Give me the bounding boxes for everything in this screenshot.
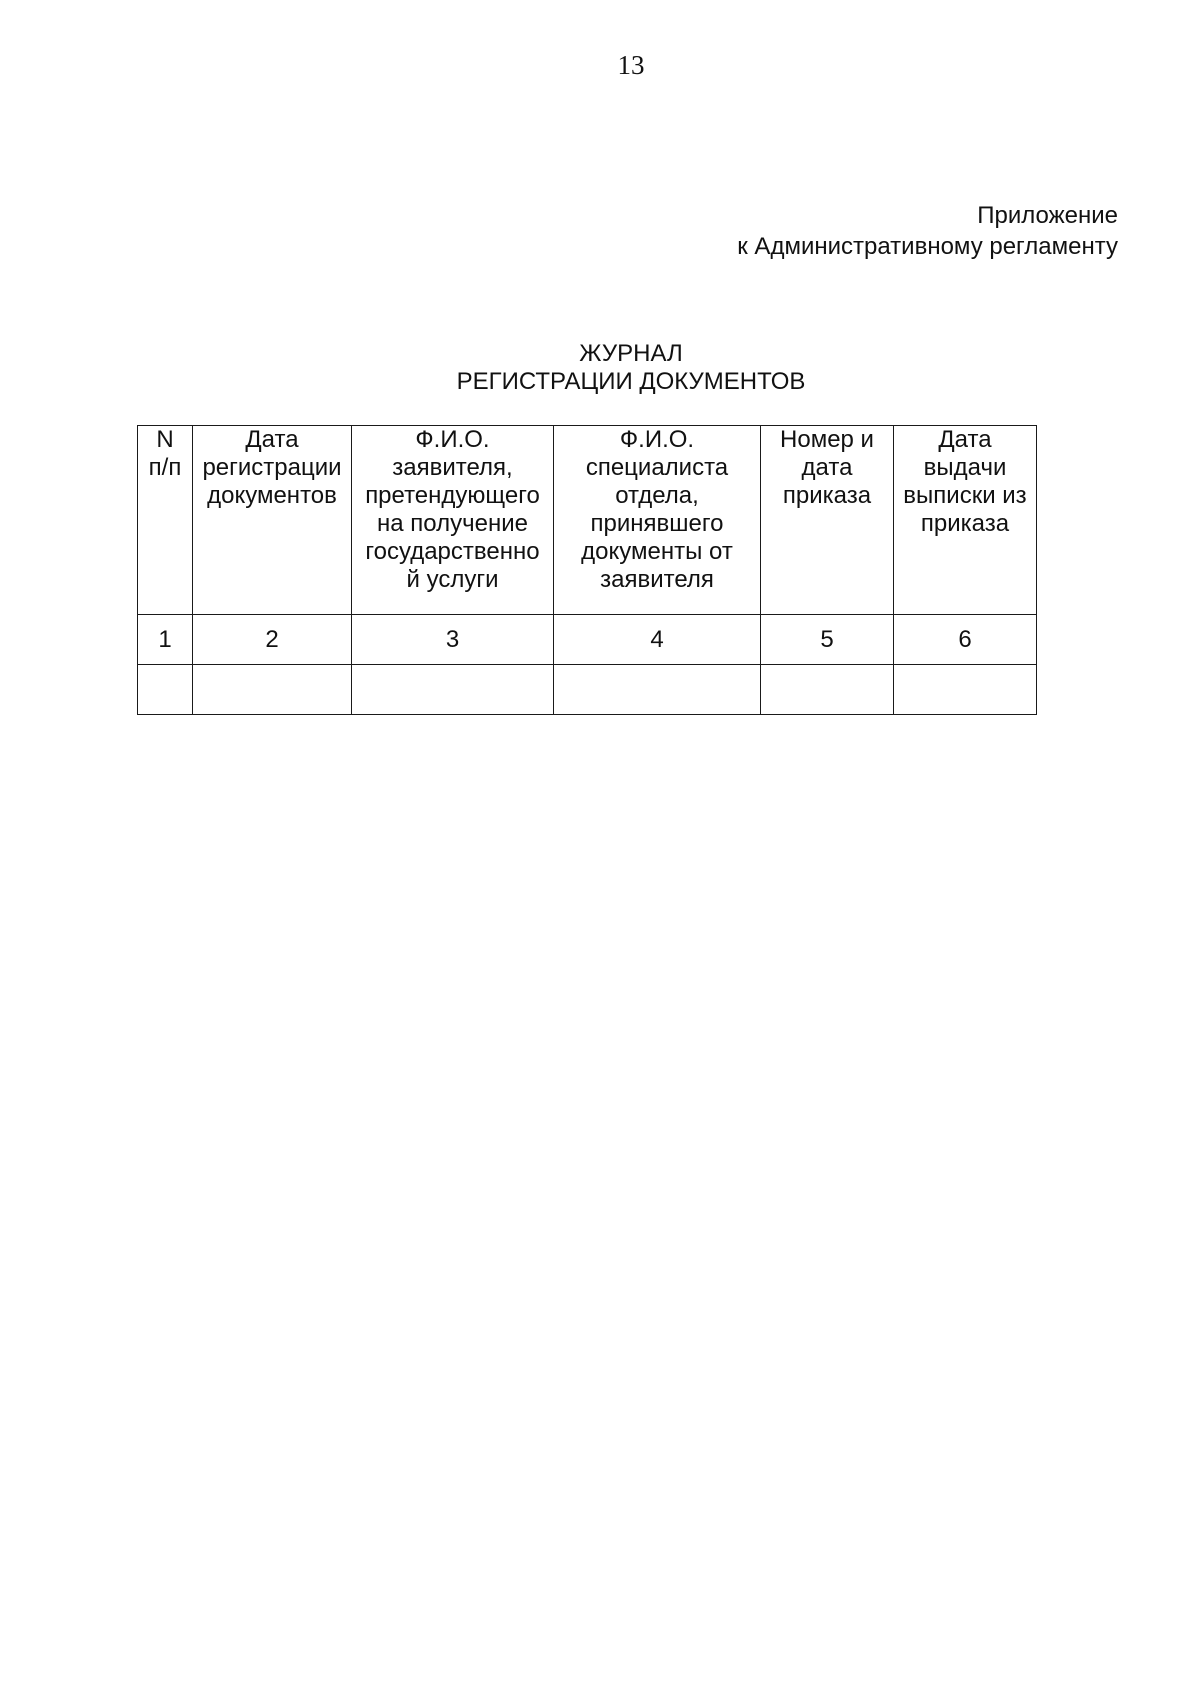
header-cell-number bbox=[138, 426, 193, 615]
journal-title-line-1: ЖУРНАЛ bbox=[579, 340, 683, 367]
header-text: п/п bbox=[148, 454, 182, 481]
header-text: N bbox=[156, 426, 174, 453]
header-text: государственно bbox=[365, 538, 540, 565]
appendix-line-1: Приложение bbox=[977, 202, 1118, 229]
column-number-cell: 6 bbox=[894, 615, 1037, 665]
column-number-cell: 2 bbox=[193, 615, 352, 665]
header-text: специалиста bbox=[585, 454, 729, 481]
header-text: документы от bbox=[581, 538, 733, 565]
header-text: принявшего bbox=[590, 510, 724, 537]
header-text: отдела, bbox=[615, 482, 699, 509]
header-cell-registration-date bbox=[193, 426, 352, 615]
header-cell-applicant-name bbox=[352, 426, 554, 615]
table-row bbox=[138, 665, 1037, 715]
appendix-line-2: к Административному регламенту bbox=[737, 233, 1118, 260]
header-text: дата bbox=[801, 454, 853, 481]
table-cell bbox=[554, 665, 761, 715]
header-text: заявителя, bbox=[392, 454, 513, 481]
appendix-note bbox=[737, 200, 1118, 262]
journal-title bbox=[0, 340, 1200, 396]
table-cell bbox=[352, 665, 554, 715]
journal-title-line-2: РЕГИСТРАЦИИ ДОКУМЕНТОВ bbox=[456, 368, 806, 395]
header-text: на получение bbox=[377, 510, 528, 537]
header-text: регистрации bbox=[202, 454, 342, 481]
header-text: Ф.И.О. bbox=[415, 426, 490, 453]
header-text: приказа bbox=[920, 510, 1010, 537]
column-number-cell: 5 bbox=[761, 615, 894, 665]
header-text: заявителя bbox=[600, 566, 714, 593]
header-cell-specialist-name bbox=[554, 426, 761, 615]
header-text: претендующего bbox=[365, 482, 540, 509]
table-cell bbox=[138, 665, 193, 715]
header-text: выдачи bbox=[923, 454, 1007, 481]
header-text: й услуги bbox=[406, 566, 499, 593]
header-text: Номер и bbox=[780, 426, 874, 453]
header-text: Ф.И.О. bbox=[619, 426, 695, 453]
header-text: Дата bbox=[245, 426, 299, 453]
header-text: приказа bbox=[782, 482, 872, 509]
header-text: выписки из bbox=[903, 482, 1027, 509]
table-cell bbox=[894, 665, 1037, 715]
header-text: Дата bbox=[938, 426, 992, 453]
column-number-cell: 3 bbox=[352, 615, 554, 665]
table-header-row bbox=[138, 426, 1037, 615]
column-number-row bbox=[138, 615, 1037, 665]
column-number-cell: 4 bbox=[554, 615, 761, 665]
table-cell bbox=[193, 665, 352, 715]
column-number-cell: 1 bbox=[138, 615, 193, 665]
page-number: 13 bbox=[617, 50, 645, 80]
header-text: документов bbox=[207, 482, 337, 509]
header-cell-extract-issue-date bbox=[894, 426, 1037, 615]
table-cell bbox=[761, 665, 894, 715]
registration-journal-table bbox=[137, 425, 1037, 715]
header-cell-order-number-date bbox=[761, 426, 894, 615]
